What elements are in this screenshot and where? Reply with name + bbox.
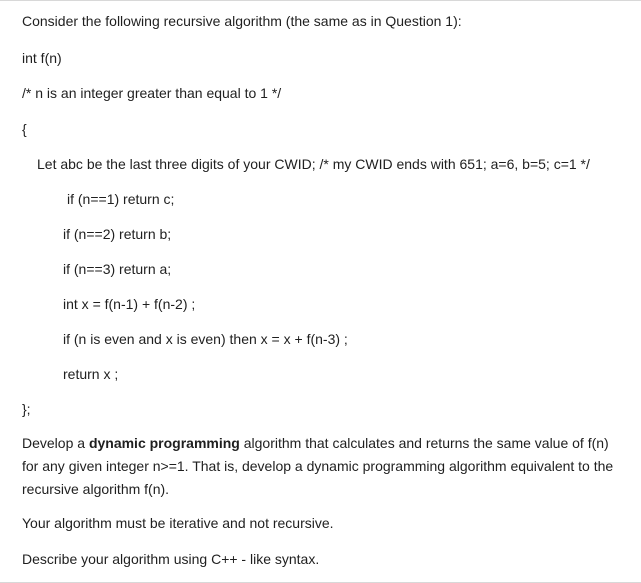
intro-text: Consider the following recursive algorithm (the same as in Question 1): (22, 13, 462, 29)
code-line-recursion: int x = f(n-1) + f(n-2) ; (63, 296, 196, 312)
open-brace: { (22, 121, 27, 137)
task-highlight: dynamic programming (88, 435, 240, 451)
code-line-even-check: if (n is even and x is even) then x = x + f(n-3) ; (63, 331, 348, 347)
code-line-base-case-3: if (n==3) return a; (63, 261, 172, 277)
precondition-comment: /* n is an integer greater than equal to 1 */ (22, 85, 282, 101)
iterative-requirement: Your algorithm must be iterative and not recursive. (22, 515, 334, 531)
syntax-requirement: Describe your algorithm using C++ - like syntax. (22, 551, 320, 567)
code-line-base-case-2: if (n==2) return b; (63, 226, 172, 242)
cwid-note: Let abc be the last three digits of your CWID; /* my CWID ends with 651; a=6, b=5; c=1 */ (37, 156, 590, 172)
task-suffix: algorithm that calculates and returns the same value of f(n) for any given integer n>=1. That is, develop a dynamic programming algorithm equivalent to the recursive algorithm f(n). (22, 435, 614, 497)
task-description (22, 432, 622, 501)
close-brace: }; (22, 401, 31, 417)
task-prefix: Develop a (22, 435, 89, 451)
code-line-base-case-1: if (n==1) return c; (67, 191, 175, 207)
code-line-return: return x ; (63, 366, 119, 382)
function-signature: int f(n) (22, 50, 62, 66)
